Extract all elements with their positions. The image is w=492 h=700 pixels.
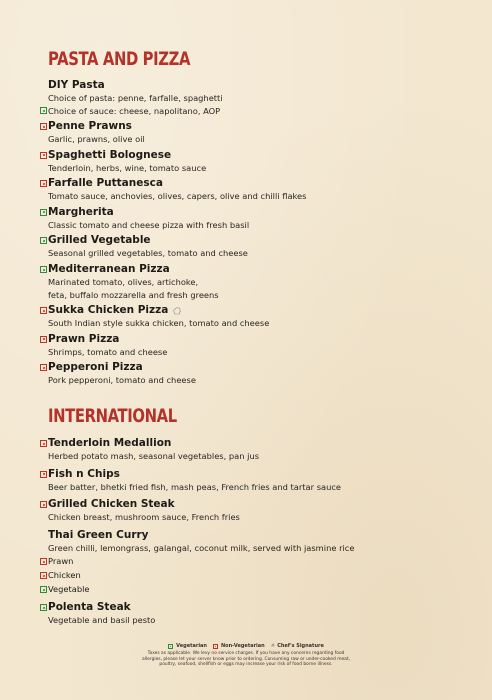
item-name-text: Grilled Vegetable <box>48 234 151 247</box>
note-line: poultry, seafood, shellfish or eggs may increase your risk of food borne illness. <box>159 662 333 667</box>
menu-item <box>40 263 460 301</box>
menu-item <box>40 304 460 330</box>
item-name-text: Thai Green Curry <box>48 528 149 541</box>
veg-mark-icon <box>40 209 47 216</box>
legend-note <box>0 651 492 668</box>
item-description <box>48 247 460 260</box>
description-text: Garlic, prawns, olive oil <box>48 134 145 145</box>
note-line: Taxes as applicable. We levy no service charges. If you have any concerns regarding food <box>147 651 345 656</box>
item-name <box>40 601 460 614</box>
item-name <box>40 177 460 190</box>
item-name <box>40 529 460 542</box>
item-description <box>48 542 460 555</box>
menu-item <box>40 529 460 597</box>
pasta-pizza-list <box>40 79 460 390</box>
description-text: Shrimps, tomato and cheese <box>48 346 168 357</box>
item-name <box>40 468 460 481</box>
item-description <box>48 511 460 524</box>
item-name-text: Farfalle Puttanesca <box>48 177 163 190</box>
description-text: Tenderloin, herbs, wine, tomato sauce <box>48 162 207 173</box>
nonveg-mark-icon <box>40 152 47 159</box>
item-description <box>48 190 460 203</box>
description-text: Classic tomato and cheese pizza with fresh basil <box>48 219 250 230</box>
item-name <box>40 149 460 162</box>
item-name-text: Fish n Chips <box>48 467 120 480</box>
item-name-text: Mediterranean Pizza <box>48 263 170 276</box>
menu-item <box>40 206 460 232</box>
item-name-text: Prawn Pizza <box>48 332 120 345</box>
menu-item <box>40 601 460 627</box>
item-description <box>48 614 460 627</box>
menu-item <box>40 120 460 146</box>
veg-mark-icon <box>40 107 47 114</box>
item-name <box>40 304 460 317</box>
veg-mark-icon <box>40 266 47 273</box>
nonveg-mark-icon <box>40 558 47 565</box>
chef-hat-icon: ☼ <box>270 643 276 649</box>
item-description <box>48 289 460 302</box>
veg-mark-icon <box>168 644 173 649</box>
item-name <box>40 498 460 511</box>
nonveg-mark-icon <box>40 364 47 371</box>
option-text: Prawn <box>48 556 74 566</box>
legend-veg-label: Vegetarian <box>176 643 207 649</box>
item-description <box>48 374 460 387</box>
note-line: allergies, please let your server know prior to ordering. Consuming raw or under-cooked meat, <box>142 656 350 662</box>
veg-mark-icon <box>40 237 47 244</box>
item-description <box>48 317 460 330</box>
curry-option <box>40 555 460 568</box>
description-text: feta, buffalo mozzarella and fresh greens <box>48 289 219 300</box>
item-description <box>48 133 460 146</box>
menu-item <box>40 234 460 260</box>
nonveg-mark-icon <box>40 572 47 579</box>
option-text: Chicken <box>48 570 81 580</box>
menu-legend <box>0 643 492 668</box>
item-name-text: Spaghetti Bolognese <box>48 148 172 161</box>
item-name <box>40 234 460 247</box>
item-name <box>40 79 460 92</box>
description-text: Beer batter, bhetki fried fish, mash peas, French fries and tartar sauce <box>48 481 342 492</box>
description-text: Seasonal grilled vegetables, tomato and cheese <box>48 248 248 259</box>
description-text: Herbed potato mash, seasonal vegetables, pan jus <box>48 451 260 461</box>
item-name-text: Tenderloin Medallion <box>48 437 172 449</box>
option-text: Vegetable <box>48 584 90 594</box>
curry-option <box>40 583 460 596</box>
item-name-text: Polenta Steak <box>48 601 131 613</box>
item-name-text: DIY Pasta <box>48 79 105 91</box>
section-title-pasta-pizza: PASTA AND PIZZA <box>48 48 191 70</box>
description-text: Tomato sauce, anchovies, olives, capers, olive and chilli flakes <box>48 191 307 202</box>
item-description <box>48 481 460 494</box>
item-name-text: Sukka Chicken Pizza <box>48 304 169 317</box>
item-description <box>48 162 460 175</box>
legend-chef-label: Chef's Signature <box>277 643 324 649</box>
item-name-text: Penne Prawns <box>48 120 132 133</box>
nonveg-mark-icon <box>213 644 218 649</box>
veg-mark-icon <box>40 586 47 593</box>
description-text: Vegetable and basil pesto <box>48 615 156 625</box>
nonveg-mark-icon <box>40 123 47 130</box>
description-text: Choice of pasta: penne, farfalle, spaghetti <box>48 93 223 103</box>
item-description <box>48 346 460 359</box>
item-name-text: Pepperoni Pizza <box>48 361 143 374</box>
nonveg-mark-icon <box>40 501 47 508</box>
nonveg-mark-icon <box>40 471 47 478</box>
section-title-international: INTERNATIONAL <box>48 405 177 427</box>
menu-item <box>40 149 460 175</box>
item-name <box>40 120 460 133</box>
item-name <box>40 361 460 374</box>
legend-nonveg-label: Non-Vegetarian <box>220 643 265 649</box>
menu-item <box>40 437 460 463</box>
nonveg-mark-icon <box>40 336 47 343</box>
chef-hat-icon <box>172 306 182 316</box>
item-name-text: Margherita <box>48 205 114 218</box>
menu-item <box>40 333 460 359</box>
item-description <box>40 105 460 118</box>
veg-mark-icon <box>40 604 47 611</box>
nonveg-mark-icon <box>40 440 47 447</box>
menu-item <box>40 361 460 387</box>
description-text: Green chilli, lemongrass, galangal, coconut milk, served with jasmine rice <box>48 542 355 553</box>
nonveg-mark-icon <box>40 180 47 187</box>
item-name <box>40 437 460 450</box>
item-name <box>40 263 460 276</box>
curry-option <box>40 569 460 582</box>
description-text: South Indian style sukka chicken, tomato and cheese <box>48 318 270 329</box>
menu-item <box>40 79 460 117</box>
menu-item <box>40 468 460 494</box>
menu-item <box>40 177 460 203</box>
item-name <box>40 333 460 346</box>
item-description <box>48 276 460 289</box>
description-text: Pork pepperoni, tomato and cheese <box>48 375 196 386</box>
item-description <box>48 92 460 105</box>
description-text: Chicken breast, mushroom sauce, French fries <box>48 512 240 522</box>
item-description <box>48 219 460 232</box>
nonveg-mark-icon <box>40 307 47 314</box>
item-name <box>40 206 460 219</box>
item-description <box>48 450 460 463</box>
description-text: Marinated tomato, olives, artichoke, <box>48 277 199 288</box>
menu-item <box>40 498 460 524</box>
description-text: Choice of sauce: cheese, napolitano, AOP <box>48 105 221 116</box>
international-list <box>40 437 460 632</box>
item-name-text: Grilled Chicken Steak <box>48 498 175 510</box>
